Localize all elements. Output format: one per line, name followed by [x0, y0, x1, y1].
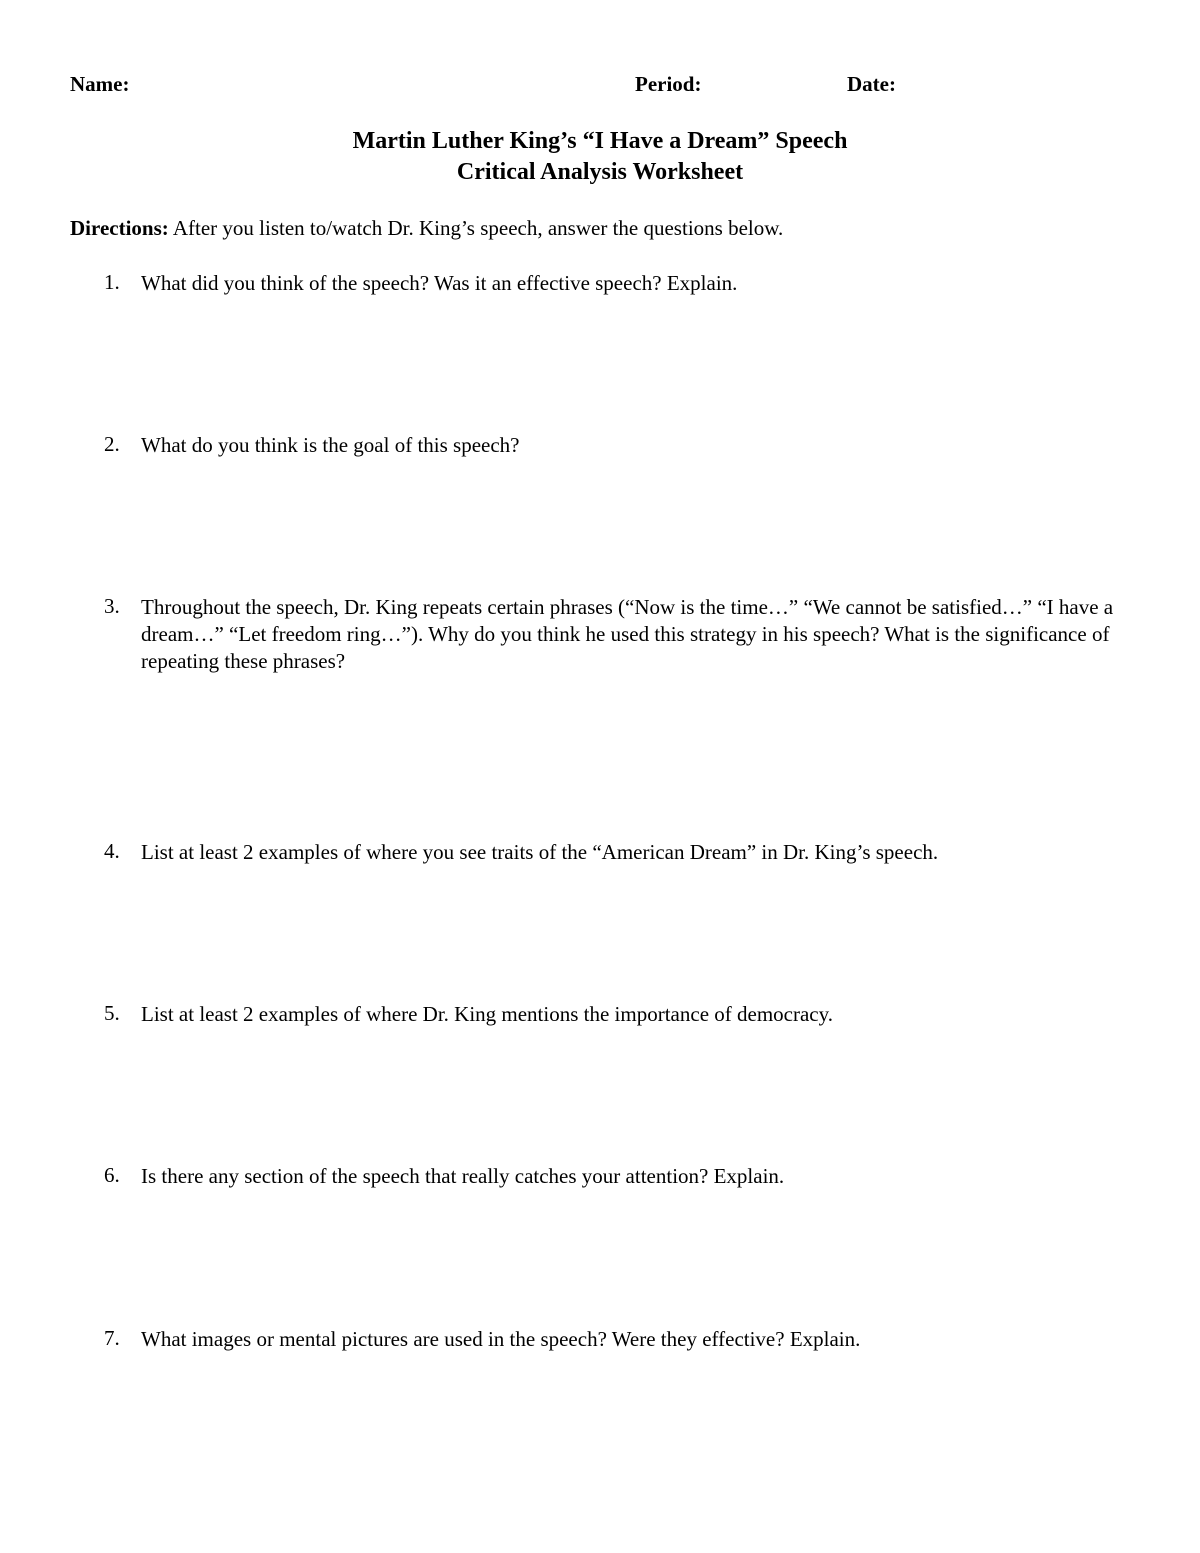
question-text: What did you think of the speech? Was it an effective speech? Explain.	[141, 271, 738, 295]
question-text: List at least 2 examples of where you see traits of the “American Dream” in Dr. King’s speech.	[141, 840, 939, 864]
question-number: 4.	[104, 839, 120, 863]
worksheet-title: Martin Luther King’s “I Have a Dream” Speech	[352, 128, 848, 154]
period-label: Period:	[635, 72, 702, 96]
date-label: Date:	[847, 72, 896, 96]
question-number: 6.	[104, 1163, 120, 1187]
question-number: 5.	[104, 1001, 120, 1025]
question-text: What images or mental pictures are used in the speech? Were they effective? Explain.	[141, 1327, 861, 1351]
question-text: What do you think is the goal of this speech?	[141, 433, 520, 457]
name-label: Name:	[70, 72, 130, 96]
question-number: 2.	[104, 432, 120, 456]
worksheet-subtitle: Critical Analysis Worksheet	[456, 159, 744, 185]
question-number: 1.	[104, 270, 120, 294]
question-text: List at least 2 examples of where Dr. King mentions the importance of democracy.	[141, 1002, 834, 1026]
directions	[70, 216, 1130, 241]
directions-text: After you listen to/watch Dr. King’s speech, answer the questions below.	[168, 216, 784, 240]
question-text: Is there any section of the speech that really catches your attention? Explain.	[141, 1164, 785, 1188]
question-number: 7.	[104, 1326, 120, 1350]
directions-label: Directions:	[70, 216, 169, 240]
question-number: 3.	[104, 594, 120, 618]
question-text: Throughout the speech, Dr. King repeats certain phrases (“Now is the time…” “We cannot be satisfied…” “I have a dream…” “Let freedom ring…”). Why do you think he used this strategy in his speech? What is the significance of repeating these phrases?	[141, 595, 1114, 673]
